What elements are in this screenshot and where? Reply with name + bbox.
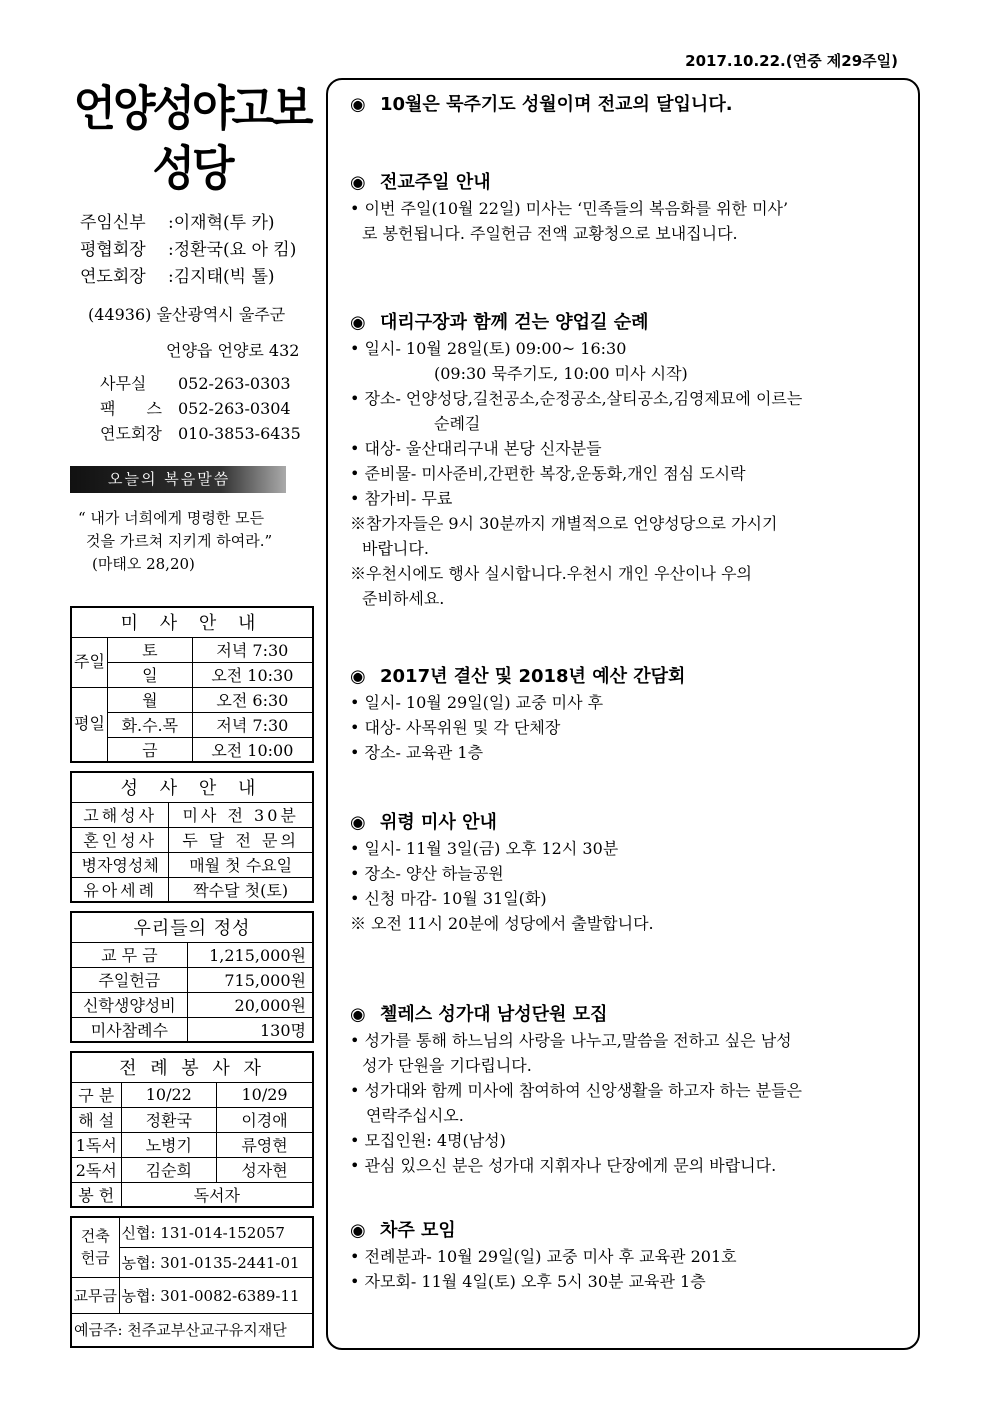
notice-line: • 대상- 사목위원 및 각 단체장	[350, 715, 908, 740]
table-row	[71, 687, 313, 712]
sacrament-info: 짝수달 첫(토)	[169, 877, 313, 902]
table-row	[71, 942, 313, 967]
table-row	[71, 1107, 313, 1132]
notice-line: • 장소- 교육관 1층	[350, 740, 908, 765]
staff-role: 연도회장	[80, 267, 146, 287]
table-row	[71, 712, 313, 737]
notice-note: ※우천시에도 행사 실시합니다.우천시 개인 우산이나 우의	[350, 564, 753, 583]
notice-line: • 성가를 통해 하느님의 사랑을 나누고,말씀을 전하고 싶은 남성	[350, 1028, 908, 1053]
staff-row	[80, 210, 314, 237]
offering-amount: 20,000원	[187, 992, 313, 1017]
notice-choir-recruit	[350, 1002, 908, 1178]
contact-label: 사무실	[100, 374, 147, 393]
mass-day: 일	[107, 662, 192, 687]
gospel-heading: 오늘의 복음말씀	[70, 466, 286, 493]
offering-name: 신학생양성비	[71, 992, 187, 1017]
mass-time: 오전 10:30	[192, 662, 313, 687]
table-row	[71, 852, 313, 877]
server-name: 노병기	[121, 1132, 217, 1157]
address-line2: 언양읍 언양로 432	[166, 341, 300, 360]
fisheye-icon: ◉	[350, 666, 366, 687]
server-label: 해 설	[71, 1107, 121, 1132]
liturgy-servers-table	[70, 1051, 314, 1208]
left-column	[70, 80, 314, 1348]
server-label: 봉 헌	[71, 1182, 121, 1207]
notice-title: 차주 모임	[380, 1220, 456, 1241]
parish-title	[70, 80, 314, 200]
server-name: 이경애	[217, 1107, 313, 1132]
mass-day: 월	[107, 687, 192, 712]
servers-heading: 전 례 봉 사 자	[71, 1052, 313, 1082]
table-row	[71, 637, 313, 662]
table-row	[71, 802, 313, 827]
notice-note: 준비하세요.	[362, 589, 445, 608]
contact-value: 010-3853-6435	[178, 424, 301, 443]
server-name: 류영현	[217, 1132, 313, 1157]
table-row	[71, 877, 313, 902]
server-name: 독서자	[121, 1182, 313, 1207]
notice-line: • 일시- 10월 29일(일) 교중 미사 후	[350, 690, 908, 715]
notice-line: • 신청 마감- 10월 31일(화)	[350, 886, 908, 911]
offering-amount: 1,215,000원	[187, 942, 313, 967]
staff-role: 평협회장	[80, 240, 146, 260]
address-line1: (44936) 울산광역시 울주군	[88, 305, 286, 324]
table-row	[71, 1277, 313, 1313]
server-name: 성자현	[217, 1157, 313, 1182]
notice-line: • 모집인원: 4명(남성)	[350, 1128, 908, 1153]
server-label: 구 분	[71, 1082, 121, 1107]
staff-name: :이재혁(투 카)	[168, 213, 275, 233]
table-row	[71, 1182, 313, 1207]
sunday-label: 주일	[71, 637, 107, 687]
notice-title: 전교주일 안내	[380, 172, 491, 193]
mass-day: 토	[107, 637, 192, 662]
notice-line: • 참가비- 무료	[350, 486, 908, 511]
table-row	[71, 1017, 313, 1042]
notice-line: 순례길	[434, 414, 481, 433]
notice-line: • 대상- 울산대리구내 본당 신자분들	[350, 436, 908, 461]
building-fund-label: 건축헌금	[71, 1217, 119, 1277]
mass-day: 화.수.목	[107, 712, 192, 737]
notice-month	[350, 92, 908, 118]
offering-amount: 715,000원	[187, 967, 313, 992]
staff-list	[80, 210, 314, 291]
gospel-line: 것을 가르쳐 지키게 하여라.”	[86, 532, 273, 550]
table-row	[71, 737, 313, 762]
notice-line: 성가 단원을 기다립니다.	[362, 1056, 532, 1075]
server-date: 10/22	[121, 1082, 217, 1107]
mass-heading: 미 사 안 내	[71, 607, 313, 637]
server-date: 10/29	[217, 1082, 313, 1107]
table-row	[71, 827, 313, 852]
offering-amount: 130명	[187, 1017, 313, 1042]
gospel-line: “ 내가 너희에게 명령한 모든	[78, 509, 265, 527]
table-row	[71, 1157, 313, 1182]
notice-line: • 전례분과- 10월 29일(일) 교중 미사 후 교육관 201호	[350, 1244, 908, 1269]
table-row	[71, 1217, 313, 1247]
notice-pilgrimage	[350, 310, 908, 611]
mass-time: 오전 6:30	[192, 687, 313, 712]
notice-title: 첼레스 성가대 남성단원 모집	[380, 1004, 608, 1025]
mass-schedule-table	[70, 606, 314, 763]
mass-time: 저녁 7:30	[192, 637, 313, 662]
fisheye-icon: ◉	[350, 312, 366, 333]
notice-line: • 장소- 양산 하늘공원	[350, 861, 908, 886]
sacrament-name: 혼인성사	[71, 827, 169, 852]
sacrament-info: 미사 전 30분	[169, 802, 313, 827]
mass-day: 금	[107, 737, 192, 762]
sacrament-name: 유아세례	[71, 877, 169, 902]
table-row	[71, 1082, 313, 1107]
staff-name: :김지태(빅 톨)	[168, 267, 275, 287]
offering-name: 주일헌금	[71, 967, 187, 992]
address	[70, 297, 314, 369]
fisheye-icon: ◉	[350, 172, 366, 193]
table-row	[71, 992, 313, 1017]
parish-title-line2: 성당	[152, 141, 232, 197]
fisheye-icon: ◉	[350, 1220, 366, 1241]
notices-box	[326, 78, 920, 1350]
notice-line: • 일시- 10월 28일(토) 09:00~ 16:30	[350, 336, 908, 361]
table-row	[71, 662, 313, 687]
notice-next-meetings	[350, 1218, 908, 1294]
mass-time: 저녁 7:30	[192, 712, 313, 737]
contact-row	[70, 396, 314, 421]
contact-row	[70, 371, 314, 396]
sacrament-name: 고해성사	[71, 802, 169, 827]
fisheye-icon: ◉	[350, 94, 366, 115]
sacraments-table	[70, 771, 314, 903]
server-name: 김순희	[121, 1157, 217, 1182]
offering-name: 미사참례수	[71, 1017, 187, 1042]
parish-title-line1: 언양성야고보	[73, 81, 311, 137]
sacrament-name: 병자영성체	[71, 852, 169, 877]
notice-note: ※참가자들은 9시 30분까지 개별적으로 언양성당으로 가시기	[350, 514, 778, 533]
mass-time: 오전 10:00	[192, 737, 313, 762]
notice-line: • 장소- 언양성당,길천공소,순정공소,살티공소,김영제묘에 이르는	[350, 386, 908, 411]
contact-value: 052-263-0303	[178, 374, 291, 393]
notice-line: 연락주십시오.	[366, 1106, 464, 1125]
tithe-label: 교무금	[71, 1277, 119, 1313]
notice-mission-sunday	[350, 170, 908, 246]
weekday-label: 평일	[71, 687, 107, 762]
staff-name: :정환국(요 아 킴)	[168, 240, 297, 260]
notice-note: 바랍니다.	[362, 539, 429, 558]
contacts	[70, 371, 314, 446]
table-row	[71, 1313, 313, 1347]
offerings-heading: 우리들의 정성	[71, 912, 313, 942]
gospel-quote	[70, 507, 314, 576]
bulletin-date: 2017.10.22.(연중 제29주일)	[685, 52, 898, 70]
notice-note: ※ 오전 11시 20분에 성당에서 출발합니다.	[350, 914, 654, 933]
notice-line: (09:30 묵주기도, 10:00 미사 시작)	[434, 364, 688, 383]
notice-title: 10월은 묵주기도 성월이며 전교의 달입니다.	[380, 94, 733, 115]
notice-line: • 자모회- 11월 4일(토) 오후 5시 30분 교육관 1층	[350, 1269, 908, 1294]
notice-line: • 일시- 11월 3일(금) 오후 12시 30분	[350, 836, 908, 861]
sacraments-heading: 성 사 안 내	[71, 772, 313, 802]
contact-label: 연도회장	[100, 424, 162, 443]
account-holder: 예금주: 천주교부산교구유지재단	[71, 1313, 313, 1347]
tithe-account: 농협: 301-0082-6389-11	[119, 1277, 313, 1313]
staff-role: 주임신부	[80, 213, 146, 233]
fisheye-icon: ◉	[350, 812, 366, 833]
fisheye-icon: ◉	[350, 1004, 366, 1025]
building-account: 농협: 301-0135-2441-01	[119, 1247, 313, 1277]
building-account: 신협: 131-014-152057	[119, 1217, 313, 1247]
notice-budget-meeting	[350, 664, 908, 765]
offerings-table	[70, 911, 314, 1043]
server-label: 1독서	[71, 1132, 121, 1157]
notice-line: • 준비물- 미사준비,간편한 복장,운동화,개인 점심 도시락	[350, 461, 908, 486]
notice-title: 2017년 결산 및 2018년 예산 간담회	[380, 666, 686, 687]
staff-row	[80, 237, 314, 264]
server-label: 2독서	[71, 1157, 121, 1182]
sacrament-info: 매월 첫 수요일	[169, 852, 313, 877]
server-name: 정환국	[121, 1107, 217, 1132]
notice-line: • 이번 주일(10월 22일) 미사는 ‘민족들의 복음화를 위한 미사’	[350, 196, 908, 221]
notice-title: 대리구장과 함께 걷는 양업길 순례	[380, 312, 649, 333]
notice-memorial-mass	[350, 810, 908, 936]
bank-accounts-table	[70, 1216, 314, 1348]
table-row	[71, 967, 313, 992]
notice-line: • 성가대와 함께 미사에 참여하여 신앙생활을 하고자 하는 분들은	[350, 1078, 908, 1103]
sacrament-info: 두 달 전 문의	[169, 827, 313, 852]
contact-row	[70, 421, 314, 446]
table-row	[71, 1132, 313, 1157]
contact-value: 052-263-0304	[178, 399, 291, 418]
notice-line: 로 봉헌됩니다. 주일헌금 전액 교황청으로 보내집니다.	[362, 224, 738, 243]
staff-row	[80, 264, 314, 291]
notice-title: 위령 미사 안내	[380, 812, 497, 833]
offering-name: 교 무 금	[71, 942, 187, 967]
notice-line: • 관심 있으신 분은 성가대 지휘자나 단장에게 문의 바랍니다.	[350, 1153, 908, 1178]
contact-label: 팩 스	[100, 399, 162, 418]
gospel-reference: (마태오 28,20)	[92, 555, 195, 573]
